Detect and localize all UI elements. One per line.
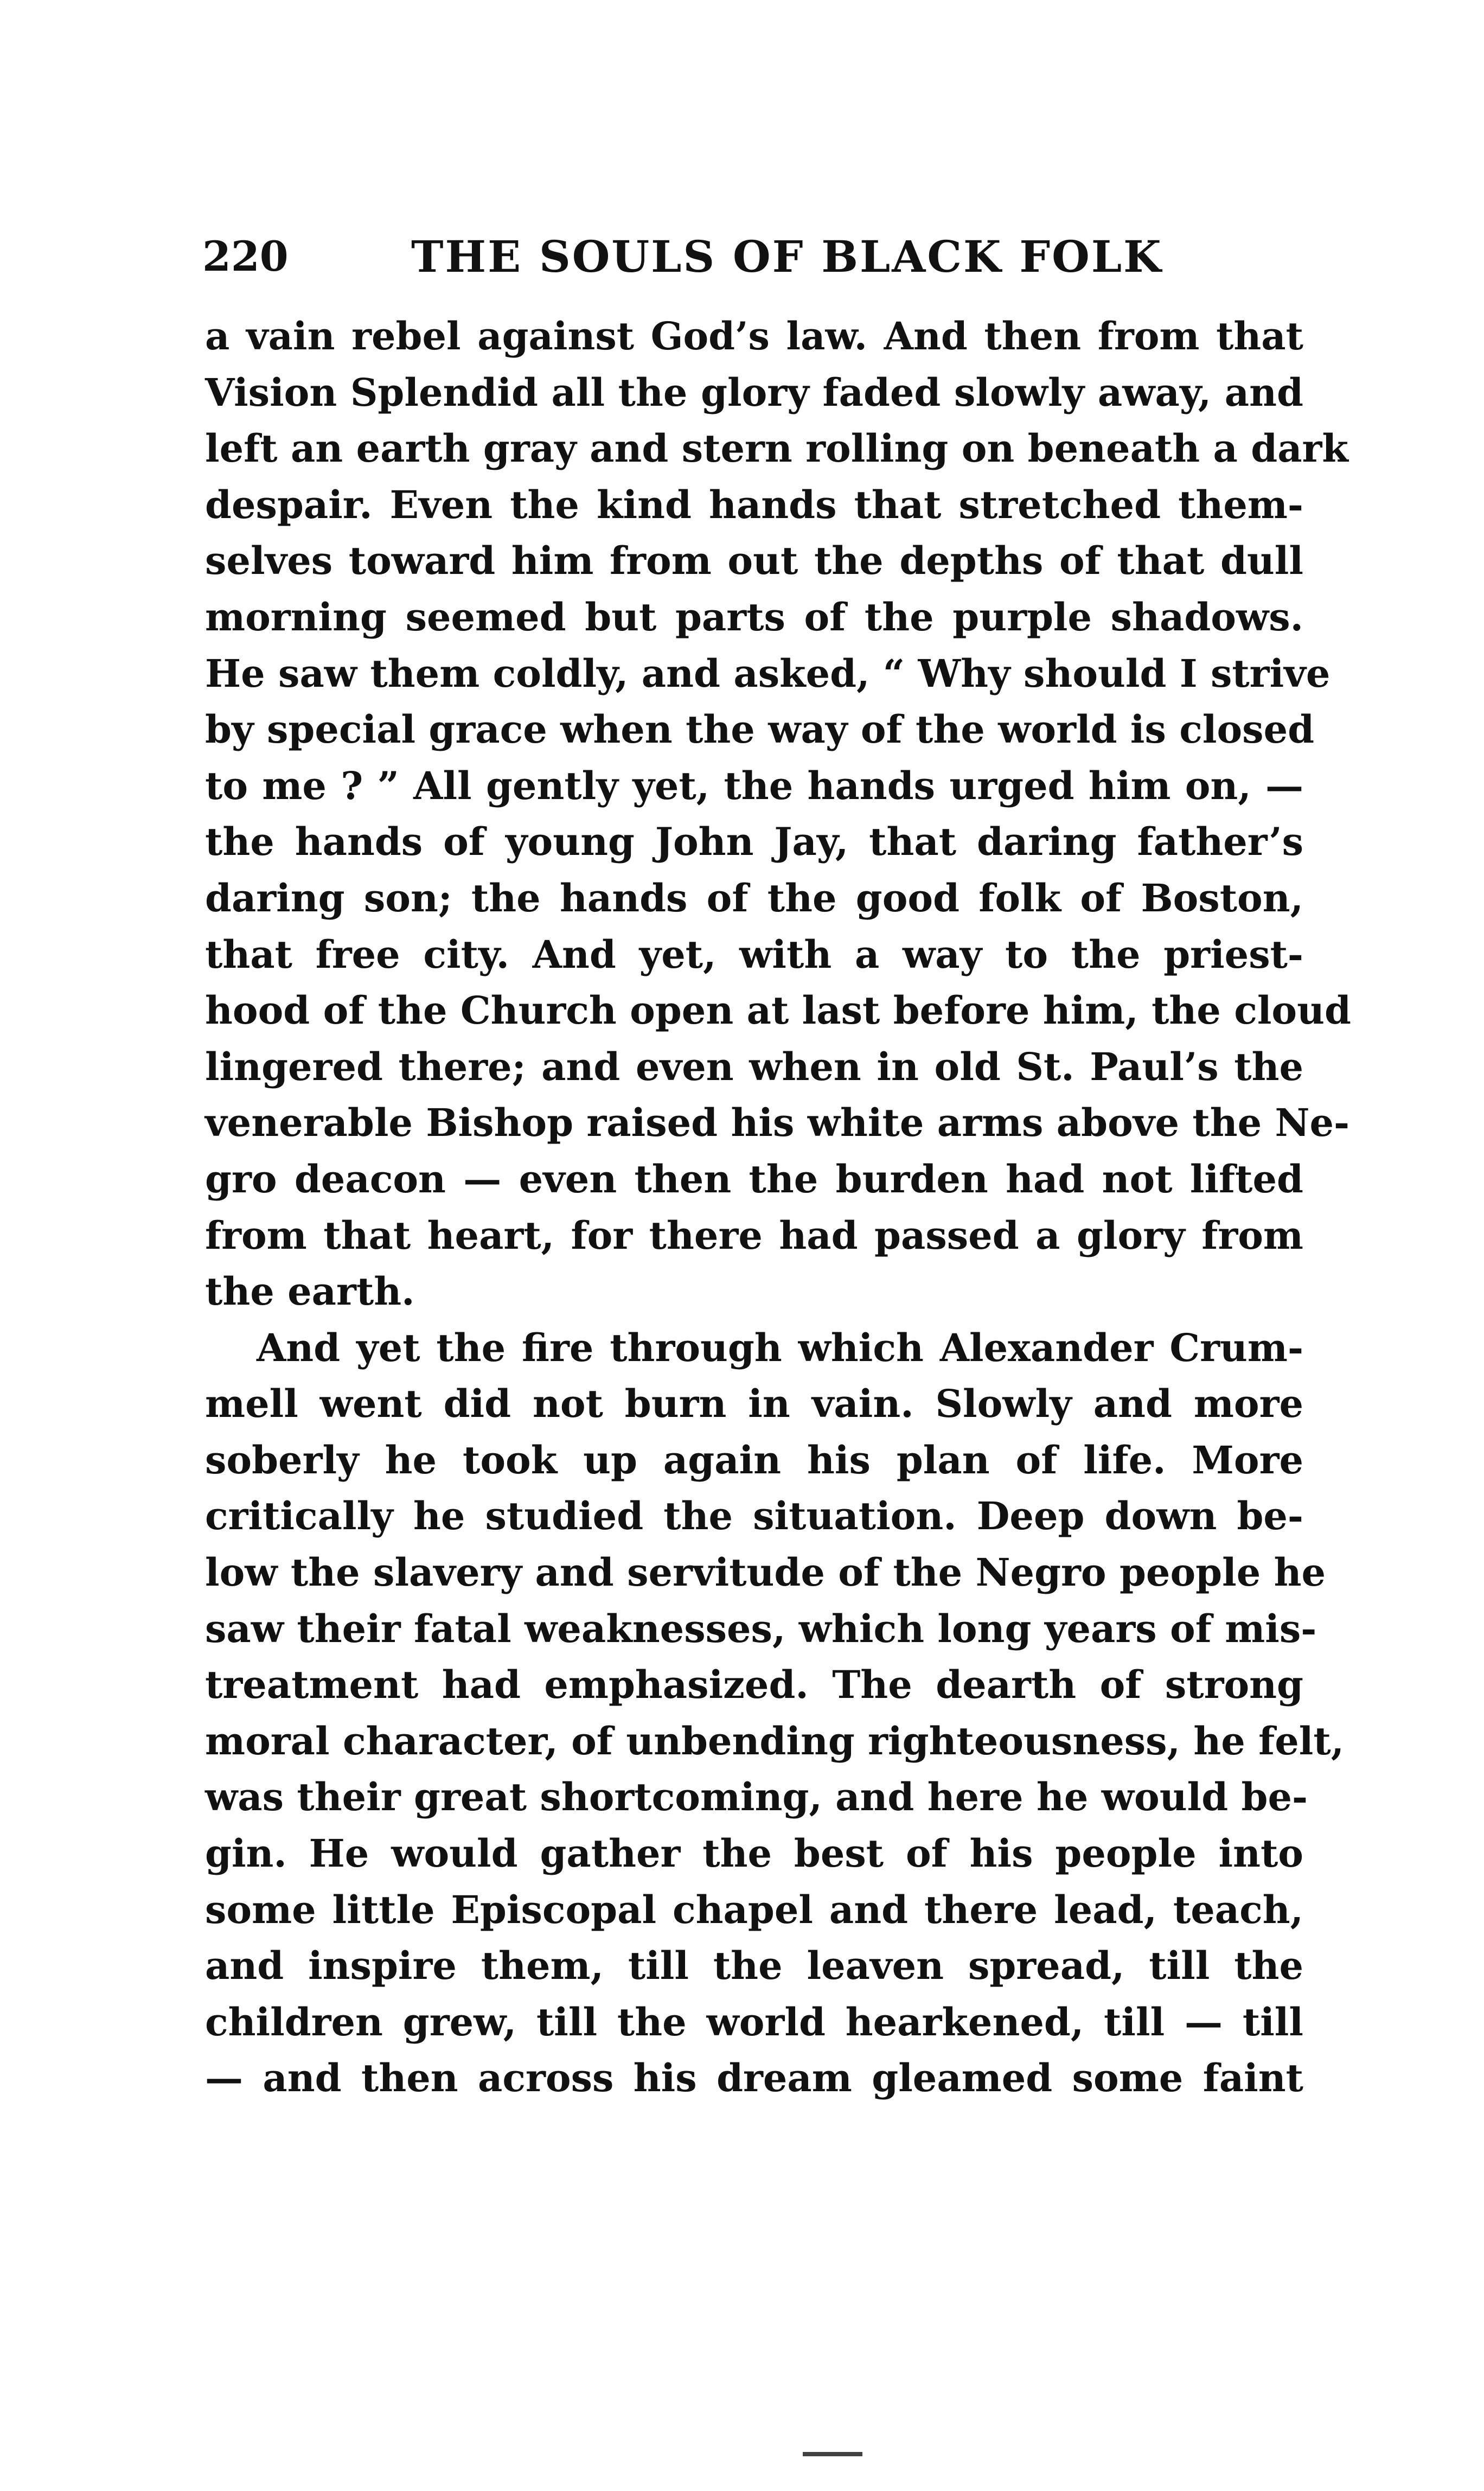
text-line: Vision Splendid all the glory faded slowly away, and (205, 369, 1303, 415)
paragraph-start-line: And yet the fire through which Alexander Crum- (257, 1325, 1303, 1370)
book-title: THE SOULS OF BLACK FOLK (411, 231, 1163, 282)
text-line: treatment had emphasized. The dearth of strong (205, 1662, 1303, 1708)
text-line: mell went did not burn in vain. Slowly and more (205, 1381, 1303, 1427)
text-line: daring son; the hands of the good folk of Boston, (205, 875, 1303, 921)
text-line: children grew, till the world hearkened, till — till (205, 1999, 1303, 2045)
text-line: He saw them coldly, and asked, “ Why should I strive (205, 650, 1331, 696)
text-line: a vain rebel against God’s law. And then from that (205, 314, 1303, 359)
text-line: lingered there; and even when in old St. Paul’s the (205, 1044, 1303, 1089)
text-line: and inspire them, till the leaven spread, till the (205, 1943, 1303, 1989)
running-head (202, 227, 1301, 286)
text-line: low the slavery and servitude of the Negro people he (205, 1550, 1326, 1595)
text-line: some little Episcopal chapel and there lead, teach, (205, 1887, 1303, 1932)
text-line: gro deacon — even then the burden had not lifted (205, 1156, 1303, 1202)
text-line: by special grace when the way of the world is closed (205, 707, 1315, 752)
text-line: was their great shortcoming, and here he would be- (205, 1774, 1308, 1820)
text-line: morning seemed but parts of the purple shadows. (205, 594, 1303, 640)
text-line: selves toward him from out the depths of that dull (205, 538, 1303, 584)
text-line: soberly he took up again his plan of life. More (205, 1437, 1303, 1483)
text-line: critically he studied the situation. Deep down be- (205, 1493, 1303, 1539)
text-line: hood of the Church open at last before him, the cloud (205, 988, 1351, 1033)
text-line: left an earth gray and stern rolling on beneath a dark (205, 426, 1348, 471)
text-line: that free city. And yet, with a way to the priest- (205, 931, 1303, 977)
text-line: gin. He would gather the best of his people into (205, 1831, 1303, 1876)
signature-mark (803, 2452, 862, 2467)
text-line: venerable Bishop raised his white arms above the Ne- (205, 1100, 1350, 1146)
text-line: from that heart, for there had passed a glory from (205, 1212, 1303, 1258)
body-text (205, 308, 1351, 2106)
text-line: the hands of young John Jay, that daring father’s (205, 819, 1303, 865)
text-line: to me ? ” All gently yet, the hands urged him on, — (205, 763, 1303, 808)
text-line: — and then across his dream gleamed some faint (205, 2055, 1303, 2101)
text-line: saw their fatal weaknesses, which long years of mis- (205, 1606, 1317, 1651)
page-number: 220 (202, 232, 289, 280)
paragraph-end-line: the earth. (205, 1269, 415, 1314)
text-line: moral character, of unbending righteousness, he felt, (205, 1718, 1345, 1764)
text-line: despair. Even the kind hands that stretched them- (205, 482, 1303, 527)
